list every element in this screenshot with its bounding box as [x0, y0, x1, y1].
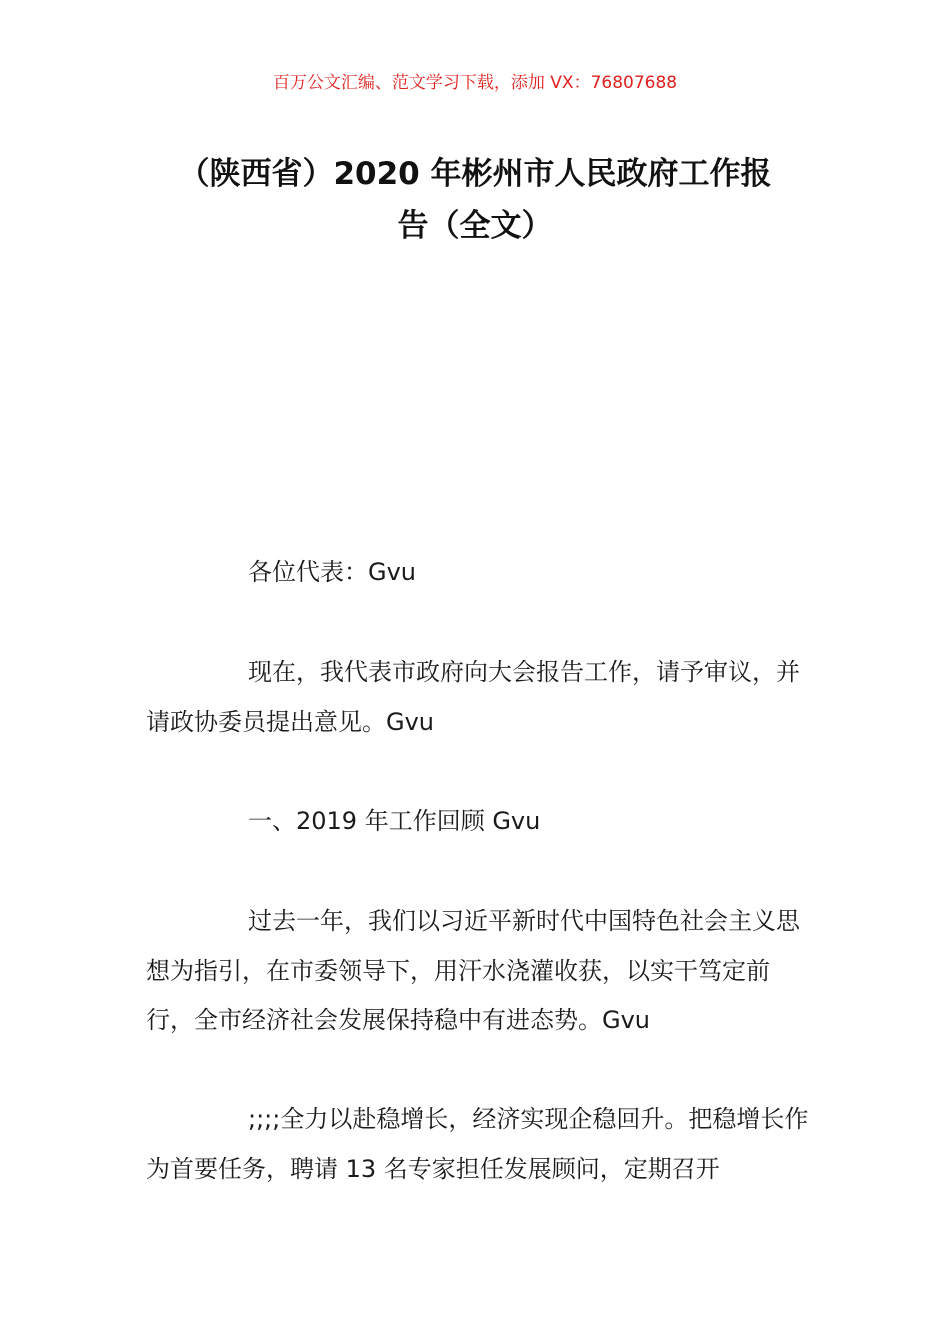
document-title-line-1: （陕西省）2020 年彬州市人民政府工作报 — [178, 156, 772, 192]
document-title-line-2: 告（全文） — [397, 208, 553, 244]
paragraph-stable-growth: ;;;;全力以赴稳增长，经济实现企稳回升。把稳增长作为首要任务，聘请 13 名专家担任发展顾问，定期召开 — [146, 1105, 809, 1183]
paragraph-opening: 现在，我代表市政府向大会报告工作，请予审议，并请政协委员提出意见。Gvu — [146, 658, 800, 736]
document-title — [120, 148, 830, 252]
paragraph-past-year: 过去一年，我们以习近平新时代中国特色社会主义思想为指引，在市委领导下，用汗水浇灌收获，以实干笃定前行，全市经济社会发展保持稳中有进态势。Gvu — [146, 907, 800, 1034]
paragraph-salutation: 各位代表：Gvu — [248, 558, 417, 586]
header-watermark-note: 百万公文汇编、范文学习下载，添加 VX：76807688 — [272, 73, 678, 93]
section-heading-review: 一、2019 年工作回顾 Gvu — [248, 807, 541, 835]
